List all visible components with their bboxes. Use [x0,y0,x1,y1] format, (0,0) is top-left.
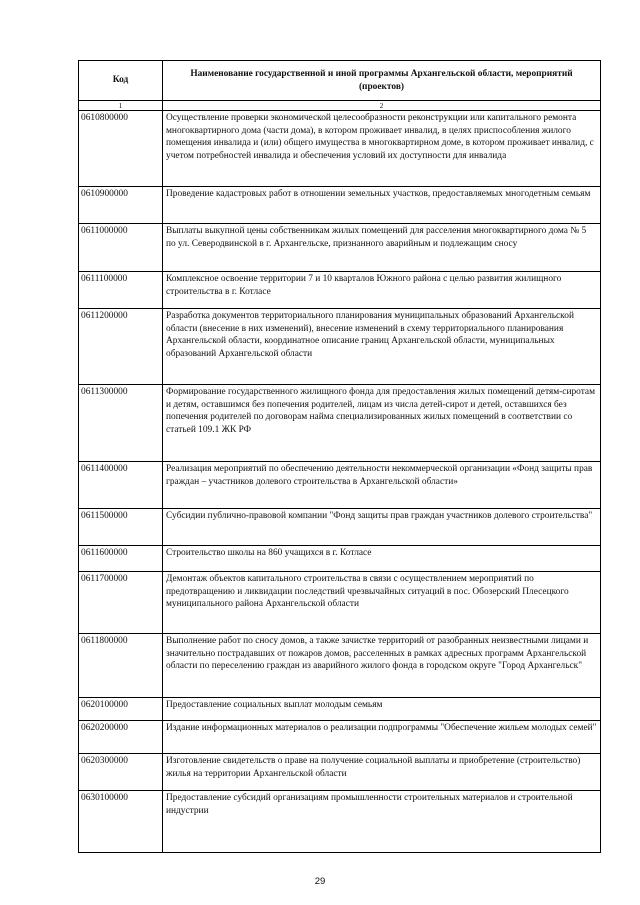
program-code-table [78,60,601,853]
table-row [79,754,601,791]
row-name: Субсидии публично-правовой компании "Фонд защиты прав граждан участников долевого строительства" [163,509,601,546]
row-name: Комплексное освоение территории 7 и 10 кварталов Южного района с целью развития жилищного строительства в г. Котласе [163,272,601,309]
row-code: 0611300000 [79,385,163,462]
table-row [79,309,601,385]
row-name: Осуществление проверки экономической целесообразности реконструкции или капитального ремонта многоквартирного дома (части дома), в котором проживает инвалид, в целях приспособления жилого помещения инвалида и (или) общего имущества в многоквартирном доме, в котором проживает инвалид, с учетом потребностей инвалида и обеспечения условий их доступности для инвалида [163,111,601,187]
row-name: Строительство школы на 860 учащихся в г. Котласе [163,546,601,572]
row-name: Издание информационных материалов о реализации подпрограммы "Обеспечение жильем молодых семей" [163,721,601,754]
table-row [79,698,601,721]
row-code: 0611800000 [79,634,163,698]
table-row [79,462,601,509]
row-code: 0611400000 [79,462,163,509]
row-name: Выполнение работ по сносу домов, а также зачистке территорий от разобранных неизвестными лицами и значительно пострадавших от пожаров домов, расселенных в рамках адресных программ Архангельской области по переселению граждан из аварийного жилого фонда в городском округе "Город Архангельск" [163,634,601,698]
column-number-2: 2 [163,101,601,111]
row-code: 0611700000 [79,572,163,634]
row-name: Демонтаж объектов капитального строительства в связи с осуществлением мероприятий по предотвращению и ликвидации последствий чрезвычайных ситуаций в пос. Обозерский Плесецкого муниципального района Архангельской области [163,572,601,634]
table-row [79,224,601,272]
row-name: Выплаты выкупной цены собственникам жилых помещений для расселения многоквартирного дома № 5 по ул. Северодвинской в г. Архангельске, признанного аварийным и подлежащим сносу [163,224,601,272]
table-row [79,111,601,187]
table-row [79,791,601,853]
column-number-1: 1 [79,101,163,111]
page-number: 29 [314,876,326,887]
table-row [79,572,601,634]
row-code: 0611000000 [79,224,163,272]
row-code: 0611200000 [79,309,163,385]
table-row [79,385,601,462]
column-number-row [79,101,601,111]
row-name: Проведение кадастровых работ в отношении земельных участков, предоставляемых многодетным семьям [163,187,601,224]
row-name: Предоставление социальных выплат молодым семьям [163,698,601,721]
row-code: 0620100000 [79,698,163,721]
table-header-row [79,61,601,101]
table-row [79,634,601,698]
row-name: Реализация мероприятий по обеспечению деятельности некоммерческой организации «Фонд защиты прав граждан – участников долевого строительства в Архангельской области» [163,462,601,509]
header-code: Код [79,61,163,101]
row-name: Разработка документов территориального планирования муниципальных образований Архангельской области (внесение в них изменений), внесение изменений в схему территориального планирования Архангельской области, координатное описание границ Архангельской области, муниципальных образований Архангельской области [163,309,601,385]
row-code: 0611500000 [79,509,163,546]
row-name: Формирование государственного жилищного фонда для предоставления жилых помещений детям-сиротам и детям, оставшимся без попечения родителей, лицам из числа детей-сирот и детей, оставшихся без попечения родителей по договорам найма специализированных жилых помещений в соответствии со статьей 109.1 ЖК РФ [163,385,601,462]
table-row [79,721,601,754]
table-row [79,187,601,224]
table-row [79,509,601,546]
row-code: 0610900000 [79,187,163,224]
table-row [79,272,601,309]
row-code: 0610800000 [79,111,163,187]
row-code: 0630100000 [79,791,163,853]
row-code: 0611600000 [79,546,163,572]
table-row [79,546,601,572]
row-code: 0620200000 [79,721,163,754]
row-name: Предоставление субсидий организациям промышленности строительных материалов и строительной индустрии [163,791,601,853]
row-code: 0611100000 [79,272,163,309]
header-name: Наименование государственной и иной программы Архангельской области, мероприятий (проектов) [163,61,601,101]
row-name: Изготовление свидетельств о праве на получение социальной выплаты и приобретение (строительство) жилья на территории Архангельской области [163,754,601,791]
row-code: 0620300000 [79,754,163,791]
